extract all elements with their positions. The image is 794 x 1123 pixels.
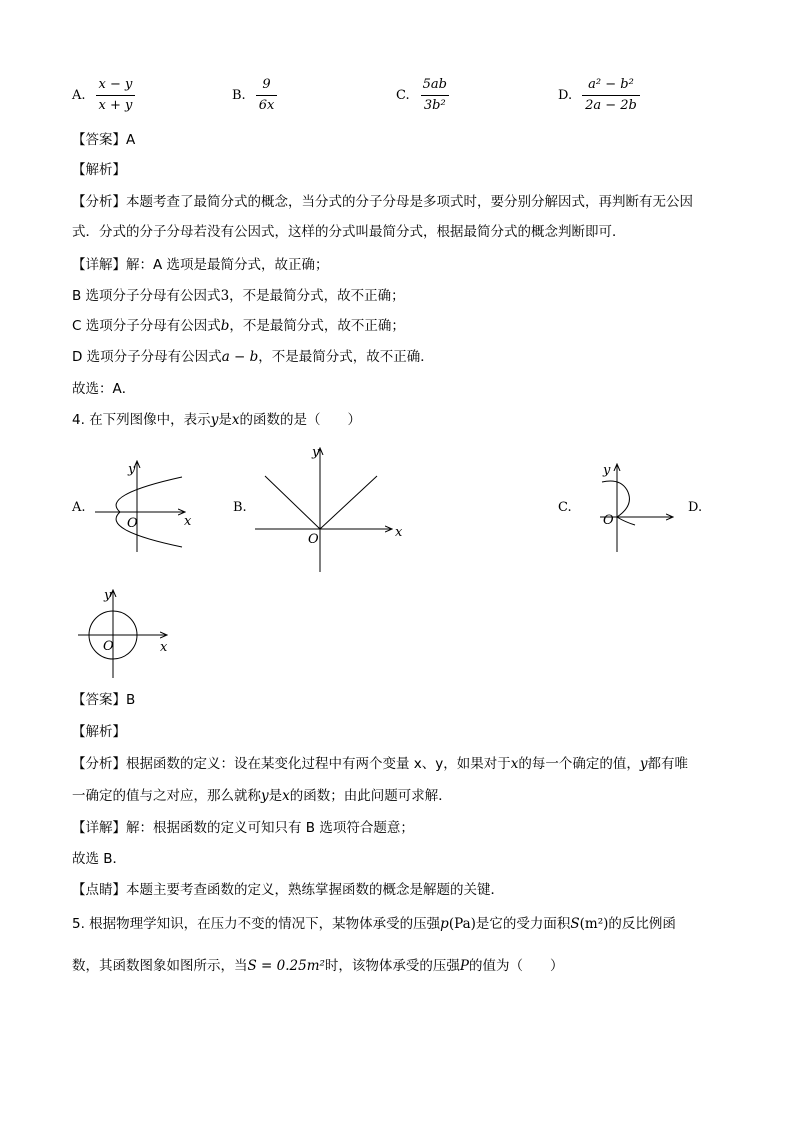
q3-fenxi-line-1: 【分析】本题考查了最简分式的概念，当分式的分子分母是多项式时，要分别分解因式，再判断有无公因: [72, 194, 693, 210]
numerator: 9: [262, 76, 271, 92]
left-branch: [265, 476, 320, 529]
text: 是: [268, 788, 283, 804]
fraction: [582, 77, 640, 114]
math: b: [220, 318, 230, 334]
q5-line-1: [72, 915, 676, 933]
text: ，不是最简分式，故不正确；: [229, 318, 405, 334]
graph-a: [90, 455, 200, 555]
y-label: y: [104, 588, 112, 603]
option-letter: A.: [72, 87, 86, 103]
text: 时，该物体承受的压强: [324, 958, 460, 974]
math: S = 0.25m²: [247, 958, 325, 974]
text: 一确定的值与之对应，那么就称: [72, 788, 261, 804]
var-x: x: [282, 788, 290, 804]
origin-label: O: [103, 639, 114, 654]
q3-detail-line-4: [72, 348, 434, 366]
text: 都有唯: [647, 756, 689, 772]
math: a − b: [221, 349, 259, 365]
q4-fenxi-line-2: [72, 787, 452, 805]
var-s: S: [570, 916, 580, 932]
var-y: y: [210, 412, 219, 428]
q3-options: [72, 70, 712, 120]
q3-fenxi-line-2: 式．分式的分子分母若没有公因式，这样的分式叫最简分式，根据最简分式的概念判断即可．: [72, 224, 626, 240]
q3-detail-line-2: [72, 287, 405, 305]
q3-choice: 故选：A．: [72, 381, 136, 397]
numerator: x − y: [98, 76, 133, 92]
graph-label-d[interactable]: D.: [688, 500, 703, 515]
x-label: x: [184, 514, 192, 529]
var-y: y: [639, 756, 648, 772]
q-number: 4.: [72, 412, 85, 428]
unit: (Pa): [448, 916, 476, 932]
text: 在下列图像中，表示: [89, 412, 211, 428]
q5-line-2: [72, 957, 564, 975]
graph-d: [75, 585, 175, 680]
q3-option-b[interactable]: [232, 70, 277, 120]
q4-fenxi-line-1: [72, 755, 688, 773]
fraction: [96, 77, 136, 114]
option-letter: C.: [396, 87, 410, 103]
fraction: [256, 77, 278, 114]
q4-stem: [72, 411, 361, 429]
x-label: x: [395, 525, 403, 540]
numerator: a² − b²: [588, 76, 634, 92]
graph-label-c[interactable]: C.: [558, 500, 572, 515]
graph-c: [595, 460, 680, 555]
denominator: 2a − 2b: [582, 95, 640, 114]
q3-answer: 【答案】A: [72, 132, 136, 148]
option-letter: B.: [232, 87, 246, 103]
text: 5. 根据物理学知识，在压力不变的情况下，某物体承受的压强: [72, 916, 441, 932]
graph-label-b[interactable]: B.: [233, 500, 247, 515]
x-label: x: [160, 640, 168, 655]
q4-answer: 【答案】B: [72, 692, 136, 708]
denominator: x + y: [96, 95, 136, 114]
origin-label: O: [127, 516, 138, 531]
q3-option-a[interactable]: [72, 70, 135, 120]
q3-detail-line-1: 【详解】解：A 选项是最简分式，故正确；: [72, 257, 329, 273]
text: ，不是最简分式，故不正确．: [258, 349, 434, 365]
text: 的函数；由此问题可求解．: [289, 788, 452, 804]
text: 的反比例函: [608, 916, 676, 932]
q3-option-c[interactable]: [396, 70, 450, 120]
text: 的每一个确定的值，: [518, 756, 640, 772]
text: 是它的受力面积: [475, 916, 571, 932]
text: 数，其函数图象如图所示，当: [72, 958, 248, 974]
y-label: y: [603, 463, 611, 478]
q4-detail: 【详解】解：根据函数的定义可知只有 B 选项符合题意；: [72, 820, 414, 836]
graph-b: [250, 440, 410, 575]
math: 3: [220, 288, 230, 304]
q4-comment: 【点睛】本题主要考查函数的定义，熟练掌握函数的概念是解题的关键．: [72, 882, 504, 898]
graph-label-a[interactable]: A.: [72, 500, 86, 515]
origin-label: O: [603, 513, 614, 528]
text: 的值为（ ）: [469, 958, 564, 974]
origin-label: O: [308, 532, 319, 547]
q4-analysis-heading: 【解析】: [72, 724, 126, 740]
var-y: y: [261, 788, 269, 804]
q3-option-d[interactable]: [558, 70, 640, 120]
unit: (m²): [579, 916, 609, 932]
text: ，不是最简分式，故不正确；: [229, 288, 405, 304]
text: 【分析】根据函数的定义：设在某变化过程中有两个变量 x、y，如果对于: [72, 756, 511, 772]
var-x: x: [510, 756, 519, 772]
text: B 选项分子分母有公因式: [72, 288, 221, 304]
text: C 选项分子分母有公因式: [72, 318, 221, 334]
denominator: 3b²: [421, 95, 449, 114]
fraction: [420, 77, 450, 114]
numerator: 5ab: [422, 76, 447, 92]
y-label: y: [128, 462, 136, 477]
text: 是: [218, 412, 232, 428]
y-label: y: [312, 445, 320, 460]
q3-analysis-heading: 【解析】: [72, 162, 126, 178]
right-branch: [320, 476, 377, 529]
var-x: x: [231, 412, 240, 428]
option-letter: D.: [558, 87, 573, 103]
text: D 选项分子分母有公因式: [72, 349, 222, 365]
denominator: 6x: [256, 95, 278, 114]
q4-choice: 故选 B．: [72, 851, 127, 867]
text: 的函数的是（ ）: [239, 412, 361, 428]
var-p: P: [459, 958, 470, 974]
q3-detail-line-3: [72, 317, 405, 335]
var-p: p: [440, 916, 449, 932]
